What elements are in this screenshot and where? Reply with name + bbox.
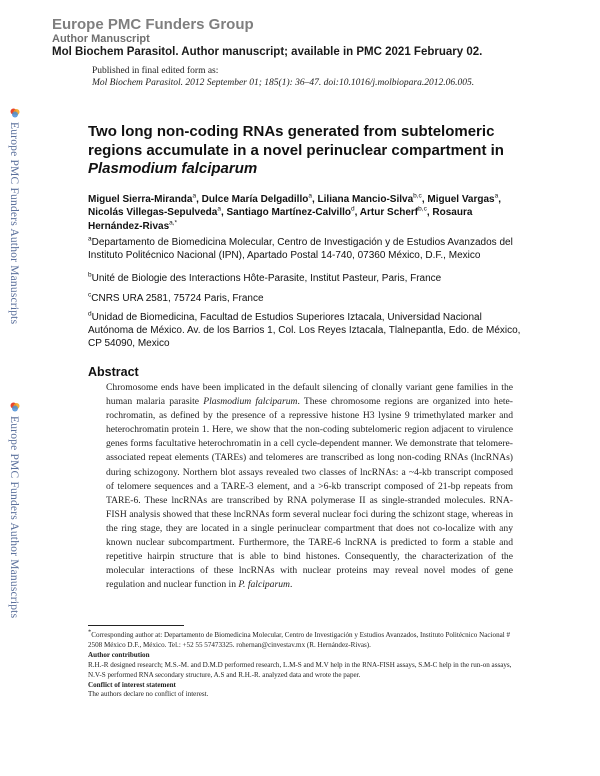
contribution-heading: Author contribution [88,650,150,659]
corresponding-author-text: Corresponding author at: Departamento de Biomedicina Molecular, Centro de Investigación y Estudios Avanzados, Instituto Politécnico Nacional # 2508 México D.F., México. Tel.: +52 55 57473325. rohernan@cinvestav.mx (R. Hernández-Rivas). [88,631,511,649]
author-list: Miguel Sierra-Miranda$^a$, Dulce María Delgadillo$^a$, Liliana Mancio-Silva$^{b,c}$, Miguel Vargas$^a$, Nicolás Villegas-Sepulveda$^a$, Santiago Martínez-Calvillo$^d$, Artur Scherf$^{b,c}$, Rosaura Hernández-Rivas$^{a,*}$ [88,192,502,232]
affiliation-label: a [88,235,92,243]
europepmc-logo-icon [10,108,20,118]
author-name[interactable]: Santiago Martínez-Calvillo [226,207,351,219]
contribution-text: R.H.-R designed research; M.S.-M. and D.M.D performed research, L.M-S and M.V help in the RNA-FISH assays, S.M-C help in the run-on assays, N.V-S performed RNA secondary structure, A.S and R.H.-R. analyzed data and wrote the paper. [88,660,512,679]
author-name[interactable]: Artur Scherf [359,207,419,219]
footnotes [88,628,518,700]
author-name[interactable]: Dulce María Delgadillo [201,194,309,205]
author-name[interactable]: Liliana Mancio-Silva [317,194,414,205]
affiliation [88,272,528,285]
europepmc-logo-icon [10,402,20,412]
conflict-text: The authors declare no conflict of interest. [88,690,209,699]
author-name[interactable]: Nicolás Villegas-Sepulveda [88,207,218,219]
author-name[interactable]: Miguel Vargas [427,194,495,205]
abstract-part: Chromosome ends have been implicated in the default silencing of clonally variant gene families in the human malaria parasite [106,382,513,408]
affiliation-label: d [88,310,92,318]
citation-line[interactable]: Mol Biochem Parasitol. 2012 September 01; 185(1): 36–47. doi:10.1016/j.molbiopara.2012.06.005. [92,78,475,88]
author-affiliation-mark: a [217,205,221,213]
footnote-mark: * [88,628,92,636]
sidebar-label: Europe PMC Funders Author Manuscripts [8,122,20,325]
article-title [88,123,528,179]
abstract-part: . These chromosome regions are organized into hete-rochromatin, as defined by the presence of a repressive histone H3 lysine 9 trimethylated marker and heterochromatin protein 1. Here, we show that the non-coding subtelomeric region adjacent to virulence genes forms facultative heterochromatin in a cell cycle-dependent manner. We demonstrate that telomere-associated repeat elements (TAREs) and telomeres are transcribed as long non-coding RNAs (lncRNAs) during schizogony. Northern blot assays revealed two classes of lncRNAs: a ~4-kb transcript composed of telomere sequences and a TARE-3 element, and a >6-kb transcript composed of 21-bp repeats from TARE-6. These lncRNAs are transcribed by RNA polymerase II as single-stranded molecules. RNA-FISH analysis showed that these lncRNAs form several nuclear foci during the schizont stage, whereas in the ring stage, they are located in a single perinuclear compartment that does not co-localize with any known nuclear subcompartment. Furthermore, the TARE-6 lncRNA is predicted to form a stable and repetitive hairpin structure that is able to bind histones. Consequently, the characterization of the molecular interactions of these lncRNAs with nuclear proteins may reveal novel modes of gene regulation and nuclear function in [106,396,513,591]
abstract-part: . [289,579,293,591]
abstract-text [106,381,513,592]
author-manuscript-label: Author Manuscript [52,33,150,45]
author-affiliation-mark: a [494,192,499,200]
affiliation-label: c [88,291,92,299]
affiliation-text: Unidad de Biomedicina, Facultad de Estudios Superiores Iztacala, Universidad Nacional Autónoma de México. Av. de los Barrios 1, Col. Los Reyes Iztacala, Tlalnepantla, Edo. de México, CP 54090, Mexico [88,312,521,349]
author-affiliation-mark: a,* [169,219,178,227]
author-affiliation-mark: d [350,205,355,213]
affiliation [88,236,528,262]
author-affiliation-mark: b,c [418,205,427,213]
published-note: Published in final edited form as: [92,66,219,76]
footnote-divider [88,625,184,626]
author-affiliation-mark: a [192,192,197,200]
title-species: Plasmodium falciparum [88,160,258,177]
affiliation [88,311,528,350]
conflict-heading: Conflict of interest statement [88,680,176,689]
author-name[interactable]: Rosaura Hernández-Rivas [88,207,473,232]
sidebar-label: Europe PMC Funders Author Manuscripts [8,416,20,619]
affiliation-label: b [88,271,92,279]
funders-group-heading: Europe PMC Funders Group [52,16,254,33]
author-name[interactable]: Miguel Sierra-Miranda [88,194,193,205]
affiliation-text: Unité de Biologie des Interactions Hôte-Parasite, Institut Pasteur, Paris, France [91,273,442,284]
affiliation-text: Departamento de Biomedicina Molecular, Centro de Investigación y de Estudios Avanzados del Instituto Politécnico Nacional (IPN), Apartado Postal 14-740, 07360 México, D.F., Mexico [88,237,513,261]
affiliation-text: CNRS URA 2581, 75724 Paris, France [91,293,264,304]
journal-availability-line: Mol Biochem Parasitol. Author manuscript; available in PMC 2021 February 02. [52,46,483,58]
abstract-species: Plasmodium falciparum [203,396,298,408]
affiliation [88,292,528,305]
abstract-species: P. falciparum [238,579,290,591]
corresponding-author-note [88,628,518,651]
title-main: Two long non-coding RNAs generated from subtelomeric regions accumulate in a novel perinuclear compartment in [88,123,504,159]
author-affiliation-mark: a [308,192,312,200]
author-affiliation-mark: b,c [413,192,422,200]
abstract-heading: Abstract [88,365,139,379]
